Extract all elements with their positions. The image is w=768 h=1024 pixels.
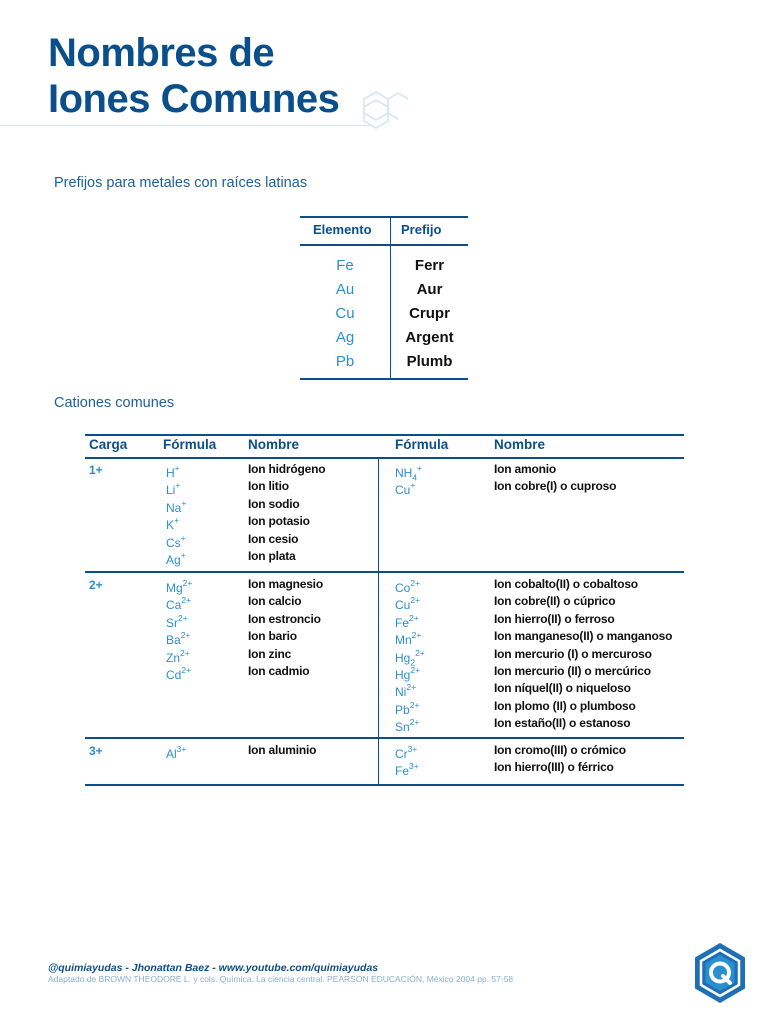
header-formula: Fórmula xyxy=(163,437,217,452)
ion-name: Ion plata xyxy=(248,548,296,563)
ion-formula xyxy=(166,531,186,548)
ion-charge: + xyxy=(181,497,187,508)
ion-name: Ion sodio xyxy=(248,496,300,511)
ion-charge: + xyxy=(174,463,180,473)
name-column xyxy=(494,576,672,733)
ion-charge: + xyxy=(180,549,186,560)
ion-subscript: 4 xyxy=(412,472,418,483)
ion-symbol: Li xyxy=(166,483,176,498)
ion-formula xyxy=(395,663,425,680)
ion-formula xyxy=(395,698,425,715)
formula-column xyxy=(166,576,192,680)
header-element: Elemento xyxy=(313,222,372,237)
table-rule xyxy=(300,244,468,246)
formula-column xyxy=(395,461,422,496)
ion-name: Ion estaño(II) o estanoso xyxy=(494,716,631,731)
ion-formula xyxy=(166,548,186,565)
ion-symbol: K xyxy=(166,518,175,533)
ion-name: Ion plomo (II) o plumboso xyxy=(494,698,636,713)
ion-charge: 2+ xyxy=(409,699,420,710)
element-prefix: Aur xyxy=(416,281,443,298)
ion-charge: 2+ xyxy=(410,578,421,588)
ion-symbol: Cu xyxy=(395,598,411,613)
ion-symbol: Hg xyxy=(395,667,411,682)
table-divider xyxy=(378,458,379,785)
ion-charge: 2+ xyxy=(410,595,421,606)
table-rule xyxy=(300,216,468,218)
ion-formula xyxy=(395,461,423,483)
ion-symbol: Ag xyxy=(166,552,181,567)
ion-formula xyxy=(395,478,422,498)
element-prefix: Ferr xyxy=(414,257,445,274)
ion-symbol: Pb xyxy=(395,702,410,717)
page-title xyxy=(48,30,339,122)
ion-name: Ion aluminio xyxy=(248,743,317,757)
element-prefix: Crupr xyxy=(409,305,450,322)
ion-symbol: Co xyxy=(395,581,411,595)
ion-charge: + xyxy=(175,480,181,491)
formula-column xyxy=(395,742,419,777)
cations-section-label: Cationes comunes xyxy=(54,395,175,411)
header-name: Nombre xyxy=(494,437,546,452)
ion-charge: + xyxy=(174,515,179,526)
ion-formula xyxy=(166,742,186,759)
ion-symbol: Cd xyxy=(166,667,182,682)
ion-symbol: H xyxy=(166,466,175,480)
table-rule xyxy=(85,784,684,786)
name-column xyxy=(248,576,323,680)
ion-name: Ion calcio xyxy=(248,594,302,609)
formula-column xyxy=(395,576,425,733)
header-charge: Carga xyxy=(89,437,128,452)
ion-formula xyxy=(166,513,186,533)
charge-label: 3+ xyxy=(89,744,103,758)
ion-name: Ion cobre(II) o cúprico xyxy=(494,594,616,609)
ion-symbol: Mn xyxy=(395,633,412,648)
prefix-table xyxy=(300,216,468,380)
ion-charge: 2+ xyxy=(178,612,188,623)
ion-charge: 2+ xyxy=(415,647,425,658)
ion-charge: 3+ xyxy=(409,761,419,772)
ion-name: Ion cadmio xyxy=(248,663,310,678)
ion-symbol: Ba xyxy=(166,633,181,648)
table-rule xyxy=(85,457,684,459)
ion-name: Ion cromo(III) o crómico xyxy=(494,743,626,757)
page-title-line1: Nombres de xyxy=(48,31,275,75)
charge-label: 2+ xyxy=(89,578,103,592)
name-column xyxy=(494,461,616,496)
ion-charge: 2+ xyxy=(181,595,192,606)
ion-name: Ion hierro(II) o ferroso xyxy=(494,611,615,626)
ion-formula xyxy=(395,576,425,593)
ion-name: Ion cobalto(II) o cobaltoso xyxy=(494,577,638,591)
ion-formula xyxy=(166,663,192,680)
ion-symbol: Sr xyxy=(166,615,178,630)
ion-formula xyxy=(395,759,419,779)
ion-name: Ion potasio xyxy=(248,514,310,529)
ion-name: Ion manganeso(II) o manganoso xyxy=(494,629,673,644)
hexagon-q-logo xyxy=(692,941,748,1005)
ion-symbol: Mg xyxy=(166,581,183,595)
ion-charge: 3+ xyxy=(407,744,418,754)
ion-symbol: Hg xyxy=(395,650,411,665)
prefix-section-label: Prefijos para metales con raíces latinas xyxy=(54,175,308,191)
header-prefix: Prefijo xyxy=(401,222,442,237)
name-column xyxy=(248,742,316,759)
ion-symbol: Ca xyxy=(166,598,182,613)
ion-name: Ion estroncio xyxy=(248,611,321,626)
page-title-line2: Iones Comunes xyxy=(48,77,340,121)
ion-name: Ion mercurio (II) o mercúrico xyxy=(494,663,651,678)
formula-column xyxy=(166,461,186,565)
ion-name: Ion cobre(I) o cuproso xyxy=(494,479,617,494)
table-rule xyxy=(85,434,684,436)
ion-charge: 2+ xyxy=(410,664,421,675)
molecule-hexagon-icon xyxy=(358,84,418,134)
element-symbol: Pb xyxy=(335,353,355,370)
ion-formula xyxy=(166,628,192,648)
ion-symbol: Zn xyxy=(166,650,181,665)
table-rule xyxy=(85,571,684,573)
ion-symbol: Fe xyxy=(395,615,410,630)
ion-name: Ion zinc xyxy=(248,646,292,661)
ion-charge: + xyxy=(410,480,416,491)
ion-name: Ion hierro(III) o férrico xyxy=(494,760,614,775)
ion-symbol: Cr xyxy=(395,747,408,761)
ion-name: Ion bario xyxy=(248,629,297,644)
ion-charge: 2+ xyxy=(409,717,420,728)
element-symbol: Au xyxy=(335,281,355,298)
ion-name: Ion litio xyxy=(248,479,289,494)
footer-source: Adaptado de BROWN THEODORE L. y cols. Química. La ciencia central. PEARSON EDUCACIÓN, México 2004 pp. 57-58 xyxy=(48,974,514,984)
ion-symbol: Fe xyxy=(395,764,410,779)
ion-name: Ion mercurio (I) o mercuroso xyxy=(494,646,652,661)
ion-charge: 2+ xyxy=(181,664,192,675)
title-underline xyxy=(0,125,370,126)
footer-credit: @quimiayudas - Jhonattan Baez - www.youtube.com/quimiayudas xyxy=(48,962,379,974)
ion-symbol: Cu xyxy=(395,483,411,498)
ion-charge: 2+ xyxy=(406,682,417,693)
charge-label: 1+ xyxy=(89,463,103,477)
ion-charge: 2+ xyxy=(411,630,422,641)
ion-symbol: NH xyxy=(395,466,413,480)
ion-charge: 2+ xyxy=(182,578,193,588)
ion-symbol: Na xyxy=(166,500,182,515)
ion-formula xyxy=(395,742,419,759)
ion-formula xyxy=(166,646,192,663)
ion-charge: 2+ xyxy=(180,647,190,658)
ion-name: Ion cesio xyxy=(248,531,299,546)
element-symbol: Fe xyxy=(336,257,354,274)
element-prefix: Argent xyxy=(405,329,454,346)
ion-formula xyxy=(395,646,425,667)
element-symbol: Cu xyxy=(335,305,355,322)
ion-charge: + xyxy=(417,463,423,473)
ion-formula xyxy=(395,715,425,735)
formula-column xyxy=(166,742,186,759)
table-rule xyxy=(300,378,468,380)
ion-formula xyxy=(166,611,192,628)
header-name: Nombre xyxy=(248,437,300,452)
ion-charge: 3+ xyxy=(176,744,187,754)
cations-table xyxy=(85,434,684,786)
ion-charge: + xyxy=(180,532,186,543)
ion-symbol: Al xyxy=(166,747,177,761)
ion-name: Ion magnesio xyxy=(248,577,323,591)
name-column xyxy=(248,461,325,565)
ion-subscript: 2 xyxy=(410,656,416,667)
ion-formula xyxy=(166,576,192,593)
ion-formula xyxy=(166,593,192,613)
ion-charge: 2+ xyxy=(409,612,419,623)
ion-formula xyxy=(166,478,186,498)
ion-symbol: Ni xyxy=(395,685,407,700)
element-symbol: Ag xyxy=(335,329,355,346)
element-prefix: Plumb xyxy=(406,353,453,370)
table-rule xyxy=(85,737,684,739)
ion-name: Ion níquel(II) o niqueloso xyxy=(494,681,631,696)
ion-charge: 2+ xyxy=(180,630,191,641)
ion-formula xyxy=(395,611,425,628)
name-column xyxy=(494,742,626,777)
ion-formula xyxy=(166,461,186,478)
header-formula: Fórmula xyxy=(395,437,449,452)
ion-name: Ion hidrógeno xyxy=(248,462,326,476)
ion-formula xyxy=(395,680,425,700)
ion-formula xyxy=(395,593,425,613)
ion-name: Ion amonio xyxy=(494,462,556,476)
ion-symbol: Cs xyxy=(166,535,181,550)
ion-formula xyxy=(395,628,425,648)
ion-formula xyxy=(166,496,186,513)
ion-symbol: Sn xyxy=(395,720,410,735)
